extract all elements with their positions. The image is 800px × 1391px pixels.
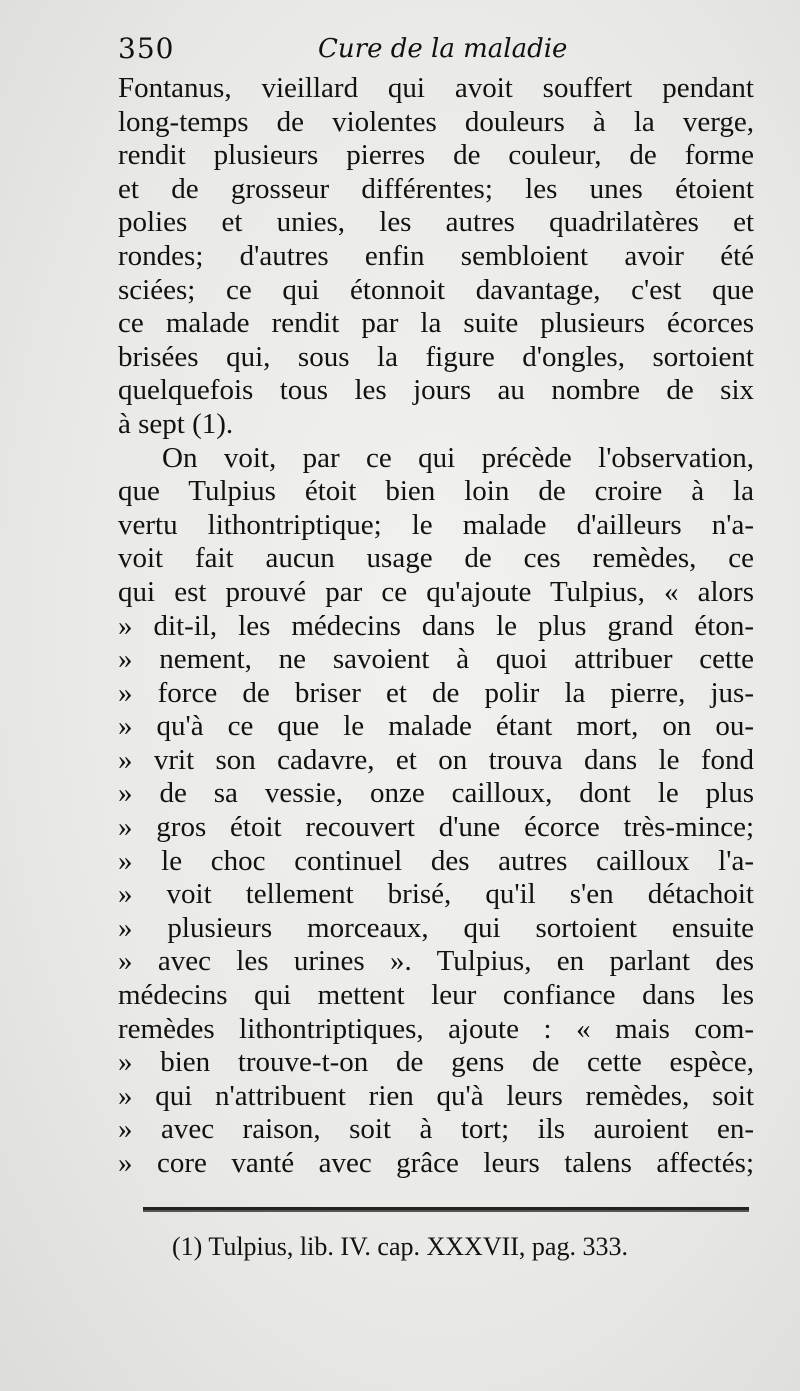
- quote-line: » qui n'attribuent rien qu'à leurs remèdes, soit: [118, 1079, 754, 1112]
- paragraph-start-line: On voit, par ce qui précède l'observation,: [162, 441, 754, 474]
- text-line: voit fait aucun usage de ces remèdes, ce: [118, 542, 754, 575]
- text-line: rendit plusieurs pierres de couleur, de forme: [118, 139, 754, 172]
- text-line: brisées qui, sous la figure d'ongles, sortoient: [118, 340, 754, 373]
- quote-line: » qu'à ce que le malade étant mort, on ou-: [118, 710, 754, 743]
- text-line: ce malade rendit par la suite plusieurs écorces: [118, 307, 754, 340]
- quote-line: » avec les urines ». Tulpius, en parlant des: [118, 945, 754, 978]
- text-line: vertu lithontriptique; le malade d'ailleurs n'a-: [118, 508, 754, 541]
- text-line: à sept (1).: [118, 407, 234, 440]
- quote-line: » avec raison, soit à tort; ils auroient en-: [118, 1113, 754, 1146]
- text-line: qui est prouvé par ce qu'ajoute Tulpius, « alors: [118, 575, 754, 608]
- quote-line: » bien trouve-t-on de gens de cette espèce,: [118, 1046, 754, 1079]
- text-line: remèdes lithontriptiques, ajoute : « mais com-: [118, 1012, 754, 1045]
- quote-line: » voit tellement brisé, qu'il s'en détachoit: [118, 878, 754, 911]
- quote-line: » de sa vessie, onze cailloux, dont le plus: [118, 777, 754, 810]
- text-line: long-temps de violentes douleurs à la verge,: [118, 105, 754, 138]
- quote-line: » nement, ne savoient à quoi attribuer cette: [118, 643, 754, 676]
- quote-line: » plusieurs morceaux, qui sortoient ensuite: [118, 911, 754, 944]
- quote-line: » force de briser et de polir la pierre, jus-: [118, 676, 754, 709]
- page-number: 350: [118, 32, 175, 65]
- running-title: Cure de la maladie: [318, 34, 568, 64]
- text-line: Fontanus, vieillard qui avoit souffert pendant: [118, 72, 754, 104]
- body-text: [118, 72, 754, 1181]
- text-line: rondes; d'autres enfin sembloient avoir été: [118, 239, 754, 272]
- text-line: polies et unies, les autres quadrilatères et: [118, 206, 754, 239]
- footnote: (1) Tulpius, lib. IV. cap. XXXVII, pag. 333.: [172, 1232, 628, 1261]
- page-header: [118, 30, 748, 70]
- text-line: quelquefois tous les jours au nombre de six: [118, 374, 754, 407]
- quote-line: » vrit son cadavre, et on trouva dans le fond: [118, 743, 754, 776]
- quote-line: » gros étoit recouvert d'une écorce très-mince;: [118, 811, 754, 844]
- text-line: sciées; ce qui étonnoit davantage, c'est que: [118, 273, 754, 306]
- quote-line: » dit-il, les médecins dans le plus grand éton-: [118, 609, 754, 642]
- quote-line: » core vanté avec grâce leurs talens affectés;: [118, 1147, 754, 1179]
- quote-line: » le choc continuel des autres cailloux l'a-: [118, 844, 754, 877]
- text-line: et de grosseur différentes; les unes étoient: [118, 172, 754, 205]
- text-line: que Tulpius étoit bien loin de croire à la: [118, 475, 754, 508]
- text-line: médecins qui mettent leur confiance dans les: [118, 979, 754, 1012]
- footnote-rule: [143, 1207, 749, 1210]
